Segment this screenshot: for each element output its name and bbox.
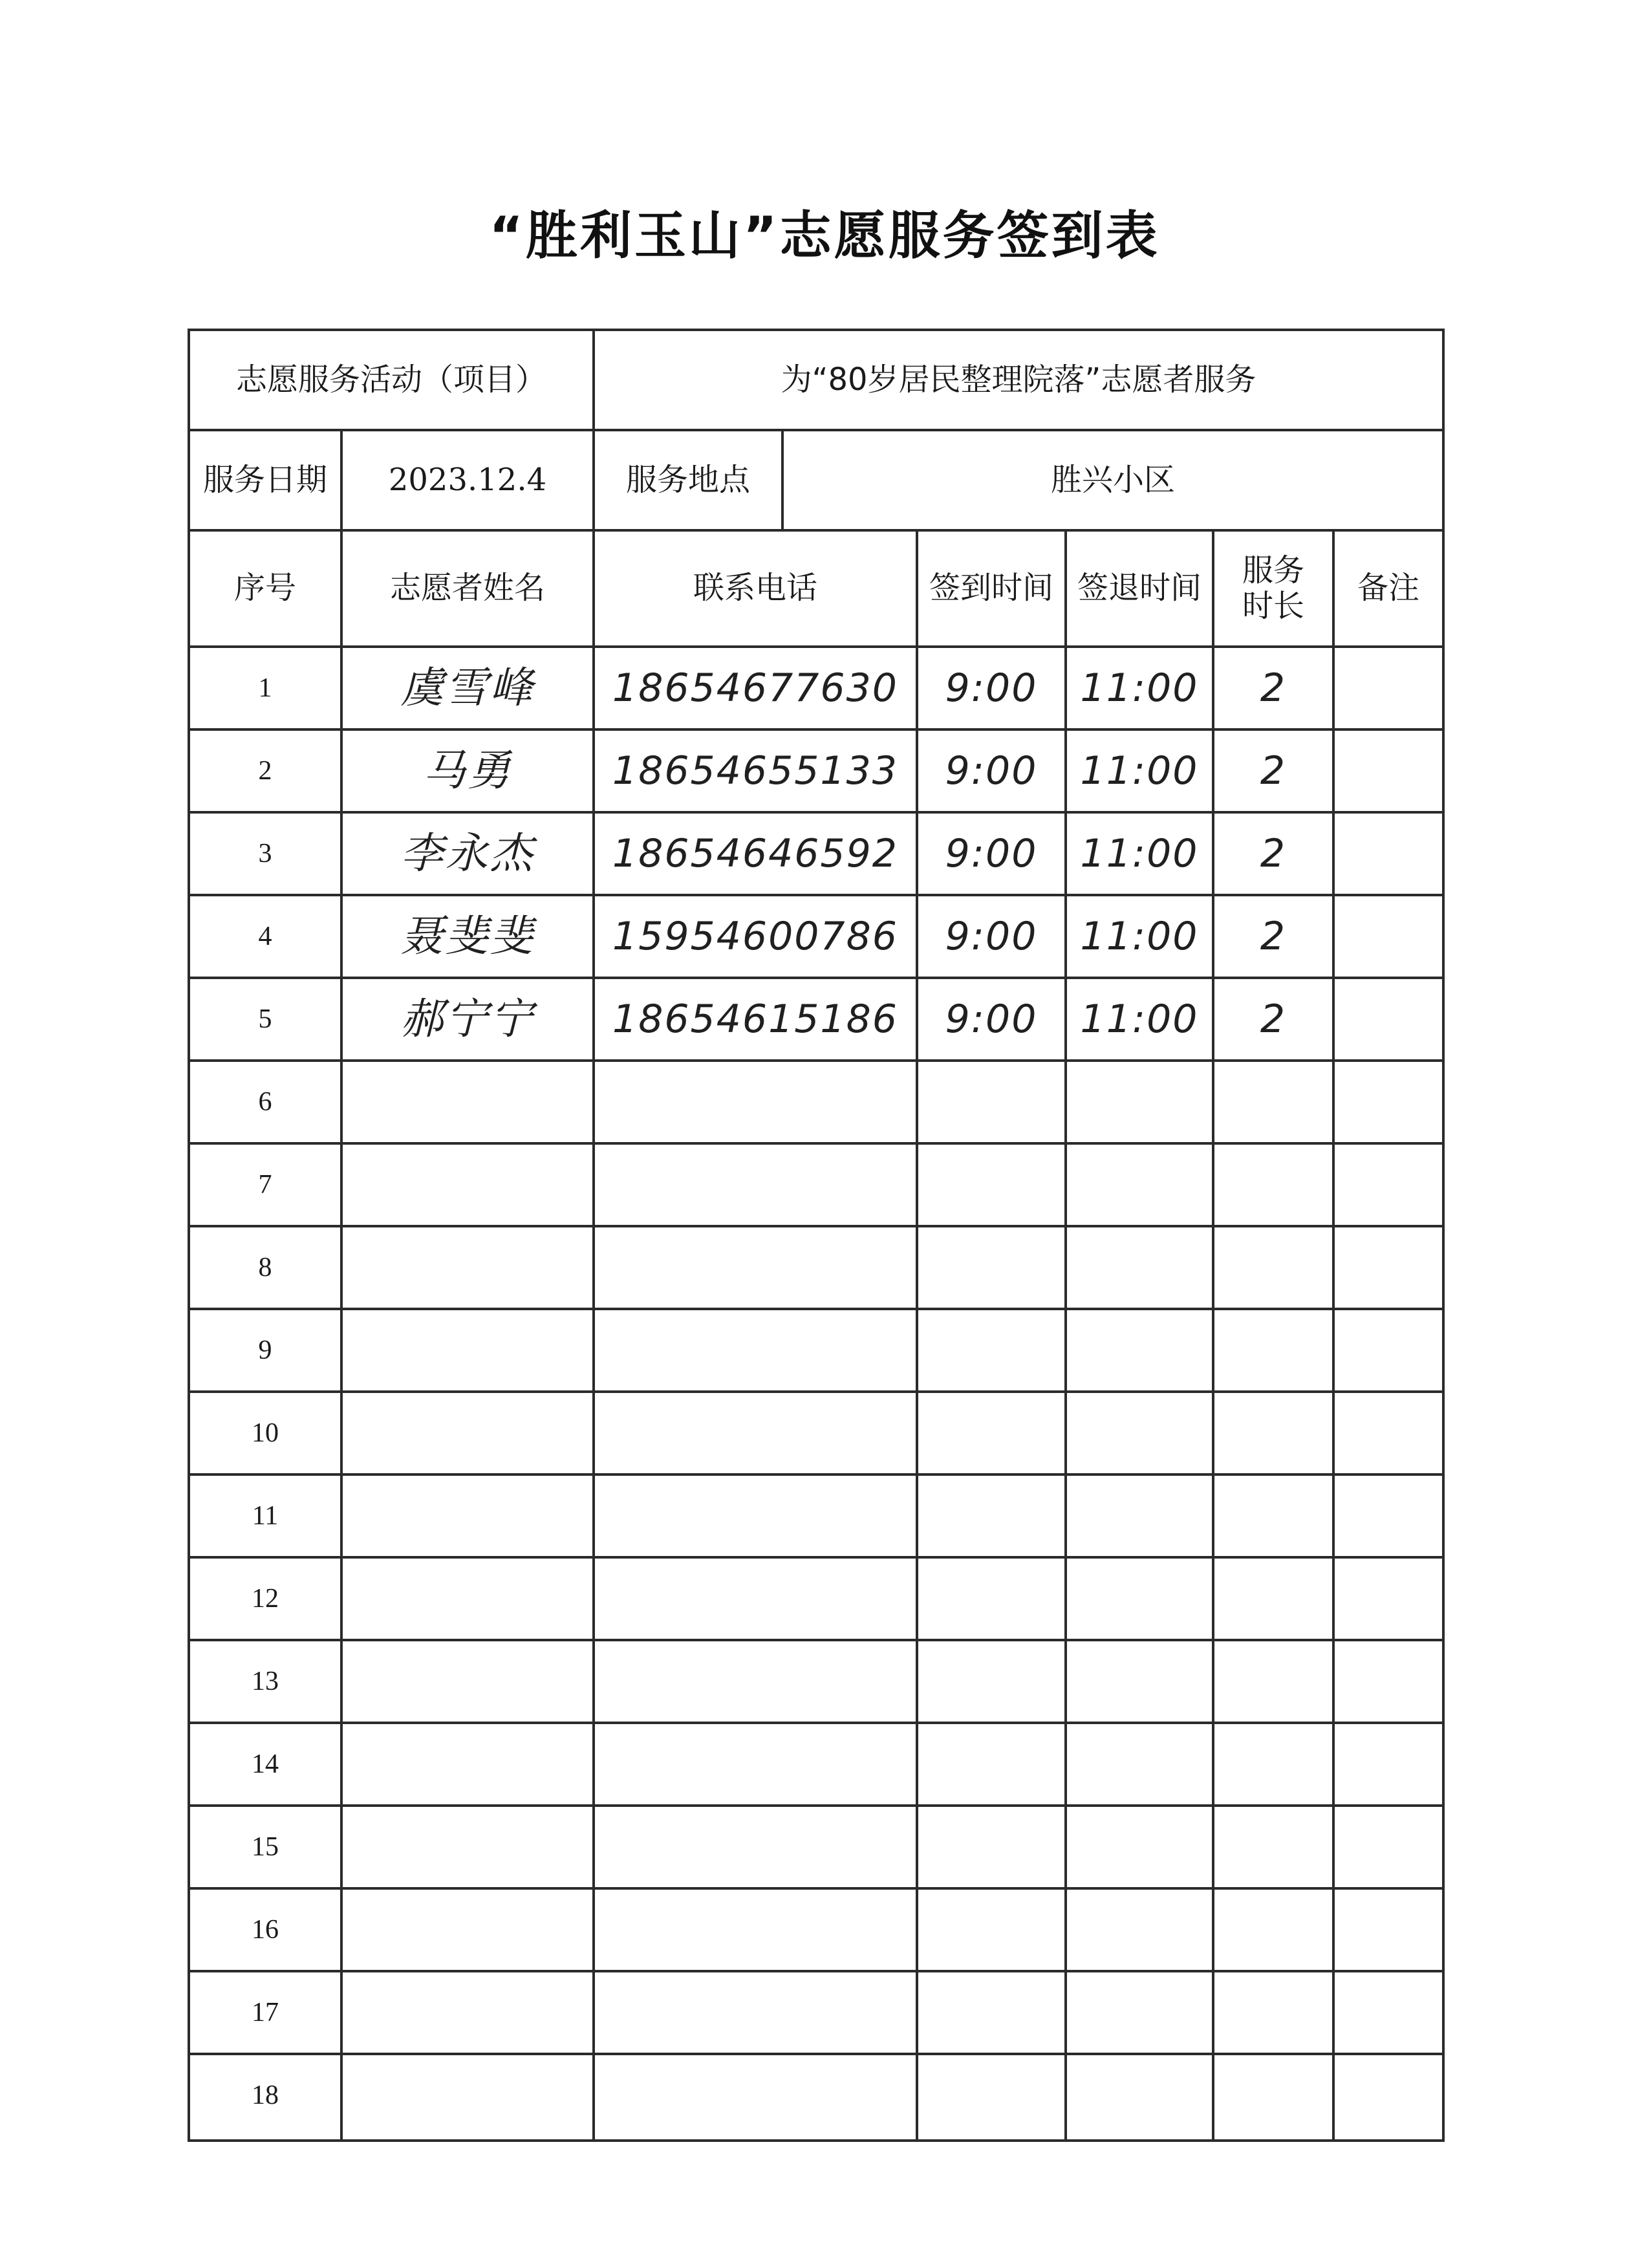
remarks-cell — [1333, 1557, 1443, 1640]
phone-cell — [594, 1971, 917, 2054]
name-cell: 虞雪峰 — [400, 663, 535, 713]
hours-cell — [1213, 1143, 1333, 1226]
remarks-cell — [1333, 1061, 1443, 1143]
seq-cell: 7 — [258, 1169, 272, 1200]
remarks-cell — [1333, 1309, 1443, 1392]
hours-cell — [1213, 2054, 1333, 2137]
seq-cell: 2 — [258, 755, 272, 786]
name-cell — [341, 1806, 594, 1888]
checkin-cell: 9:00 — [945, 665, 1038, 711]
checkout-cell — [1066, 1806, 1213, 1888]
remarks-cell — [1333, 1226, 1443, 1309]
col-header-checkout: 签退时间 — [1077, 570, 1202, 607]
seq-cell: 8 — [258, 1252, 272, 1282]
checkin-cell — [917, 1392, 1066, 1474]
checkin-cell — [917, 1474, 1066, 1557]
checkout-cell — [1066, 1723, 1213, 1806]
col-header-checkin: 签到时间 — [929, 570, 1053, 607]
hours-cell — [1213, 1806, 1333, 1888]
seq-cell: 6 — [258, 1086, 272, 1117]
seq-cell: 18 — [252, 2080, 279, 2110]
phone-cell: 15954600786 — [612, 913, 898, 959]
hours-cell: 2 — [1260, 913, 1287, 959]
phone-cell — [594, 1640, 917, 1723]
hours-cell — [1213, 1971, 1333, 2054]
activity-value: 为“80岁居民整理院落”志愿者服务 — [781, 361, 1256, 398]
checkin-cell — [917, 1640, 1066, 1723]
phone-cell — [594, 1309, 917, 1392]
checkout-cell: 11:00 — [1080, 748, 1199, 794]
name-cell — [341, 1640, 594, 1723]
hours-cell — [1213, 1640, 1333, 1723]
phone-cell — [594, 1226, 917, 1309]
checkin-cell: 9:00 — [945, 748, 1038, 794]
checkout-cell — [1066, 1557, 1213, 1640]
hours-cell — [1213, 1723, 1333, 1806]
name-cell — [341, 1888, 594, 1971]
name-cell — [341, 1723, 594, 1806]
seq-cell: 17 — [252, 1997, 279, 2027]
checkin-cell — [917, 1806, 1066, 1888]
checkin-cell — [917, 1226, 1066, 1309]
checkout-cell — [1066, 1392, 1213, 1474]
remarks-cell — [1333, 1723, 1443, 1806]
col-header-hours: 服务时长 — [1242, 552, 1304, 624]
hours-cell: 2 — [1260, 830, 1287, 876]
checkin-cell — [917, 1061, 1066, 1143]
date-value: 2023.12.4 — [388, 461, 547, 498]
name-cell — [341, 1226, 594, 1309]
checkin-cell — [917, 1557, 1066, 1640]
phone-cell — [594, 1474, 917, 1557]
remarks-cell — [1333, 895, 1443, 978]
seq-cell: 10 — [252, 1418, 279, 1448]
checkout-cell — [1066, 1226, 1213, 1309]
seq-cell: 11 — [252, 1500, 279, 1531]
activity-label: 志愿服务活动（项目） — [235, 361, 546, 398]
name-cell — [341, 2054, 594, 2137]
remarks-cell — [1333, 1640, 1443, 1723]
remarks-cell — [1333, 2054, 1443, 2137]
hours-cell — [1213, 1888, 1333, 1971]
name-cell: 李永杰 — [400, 828, 535, 879]
col-header-phone: 联系电话 — [693, 570, 817, 607]
phone-cell — [594, 1723, 917, 1806]
checkout-cell: 11:00 — [1080, 913, 1199, 959]
checkout-cell — [1066, 1474, 1213, 1557]
remarks-cell — [1333, 1143, 1443, 1226]
seq-cell: 3 — [258, 838, 272, 869]
seq-cell: 1 — [258, 673, 272, 703]
seq-cell: 15 — [252, 1831, 279, 1862]
hours-cell: 2 — [1260, 748, 1287, 794]
date-label: 服务日期 — [202, 461, 327, 498]
name-cell — [341, 1474, 594, 1557]
checkout-cell — [1066, 1971, 1213, 2054]
remarks-cell — [1333, 1474, 1443, 1557]
phone-cell — [594, 1888, 917, 1971]
seq-cell: 4 — [258, 921, 272, 951]
remarks-cell — [1333, 812, 1443, 895]
remarks-cell — [1333, 1392, 1443, 1474]
location-value: 胜兴小区 — [1050, 461, 1175, 498]
checkout-cell — [1066, 1640, 1213, 1723]
name-cell: 郝宁宁 — [400, 994, 535, 1044]
seq-cell: 5 — [258, 1004, 272, 1034]
name-cell — [341, 1971, 594, 2054]
checkin-cell — [917, 1971, 1066, 2054]
checkout-cell — [1066, 2054, 1213, 2137]
checkin-cell — [917, 1723, 1066, 1806]
checkout-cell: 11:00 — [1080, 830, 1199, 876]
checkout-cell: 11:00 — [1080, 665, 1199, 711]
name-cell — [341, 1143, 594, 1226]
seq-cell: 16 — [252, 1914, 279, 1945]
remarks-cell — [1333, 978, 1443, 1061]
checkin-cell — [917, 1143, 1066, 1226]
seq-cell: 12 — [252, 1583, 279, 1614]
remarks-cell — [1333, 1971, 1443, 2054]
hours-cell — [1213, 1061, 1333, 1143]
hours-cell — [1213, 1309, 1333, 1392]
col-header-seq: 序号 — [233, 570, 296, 607]
phone-cell — [594, 1143, 917, 1226]
remarks-cell — [1333, 1806, 1443, 1888]
name-cell — [341, 1557, 594, 1640]
checkout-cell — [1066, 1309, 1213, 1392]
checkout-cell: 11:00 — [1080, 996, 1199, 1042]
phone-cell — [594, 2054, 917, 2137]
checkin-cell — [917, 2054, 1066, 2137]
hours-cell — [1213, 1392, 1333, 1474]
seq-cell: 13 — [252, 1666, 279, 1696]
hours-cell: 2 — [1260, 996, 1287, 1042]
hours-cell: 2 — [1260, 665, 1287, 711]
phone-cell — [594, 1392, 917, 1474]
checkin-cell: 9:00 — [945, 913, 1038, 959]
phone-cell: 18654615186 — [612, 996, 898, 1042]
page-title: “胜利玉山”志愿服务签到表 — [489, 206, 1160, 266]
phone-cell — [594, 1806, 917, 1888]
checkin-cell — [917, 1888, 1066, 1971]
checkout-cell — [1066, 1061, 1213, 1143]
seq-cell: 14 — [252, 1749, 279, 1779]
remarks-cell — [1333, 647, 1443, 729]
phone-cell — [594, 1557, 917, 1640]
location-label: 服务地点 — [625, 461, 750, 498]
checkout-cell — [1066, 1888, 1213, 1971]
name-cell: 聂斐斐 — [400, 911, 535, 962]
checkout-cell — [1066, 1143, 1213, 1226]
remarks-cell — [1333, 1888, 1443, 1971]
col-header-remarks: 备注 — [1357, 570, 1419, 607]
phone-cell: 18654655133 — [612, 748, 898, 794]
seq-cell: 9 — [258, 1335, 272, 1365]
name-cell — [341, 1309, 594, 1392]
hours-cell — [1213, 1474, 1333, 1557]
hours-cell — [1213, 1557, 1333, 1640]
checkin-cell: 9:00 — [945, 996, 1038, 1042]
phone-cell: 18654646592 — [612, 830, 898, 876]
remarks-cell — [1333, 729, 1443, 812]
name-cell — [341, 1061, 594, 1143]
hours-cell — [1213, 1226, 1333, 1309]
phone-cell: 18654677630 — [612, 665, 898, 711]
name-cell — [341, 1392, 594, 1474]
checkin-cell: 9:00 — [945, 830, 1038, 876]
checkin-cell — [917, 1309, 1066, 1392]
phone-cell — [594, 1061, 917, 1143]
col-header-name: 志愿者姓名 — [389, 570, 545, 607]
name-cell: 马勇 — [423, 746, 512, 796]
